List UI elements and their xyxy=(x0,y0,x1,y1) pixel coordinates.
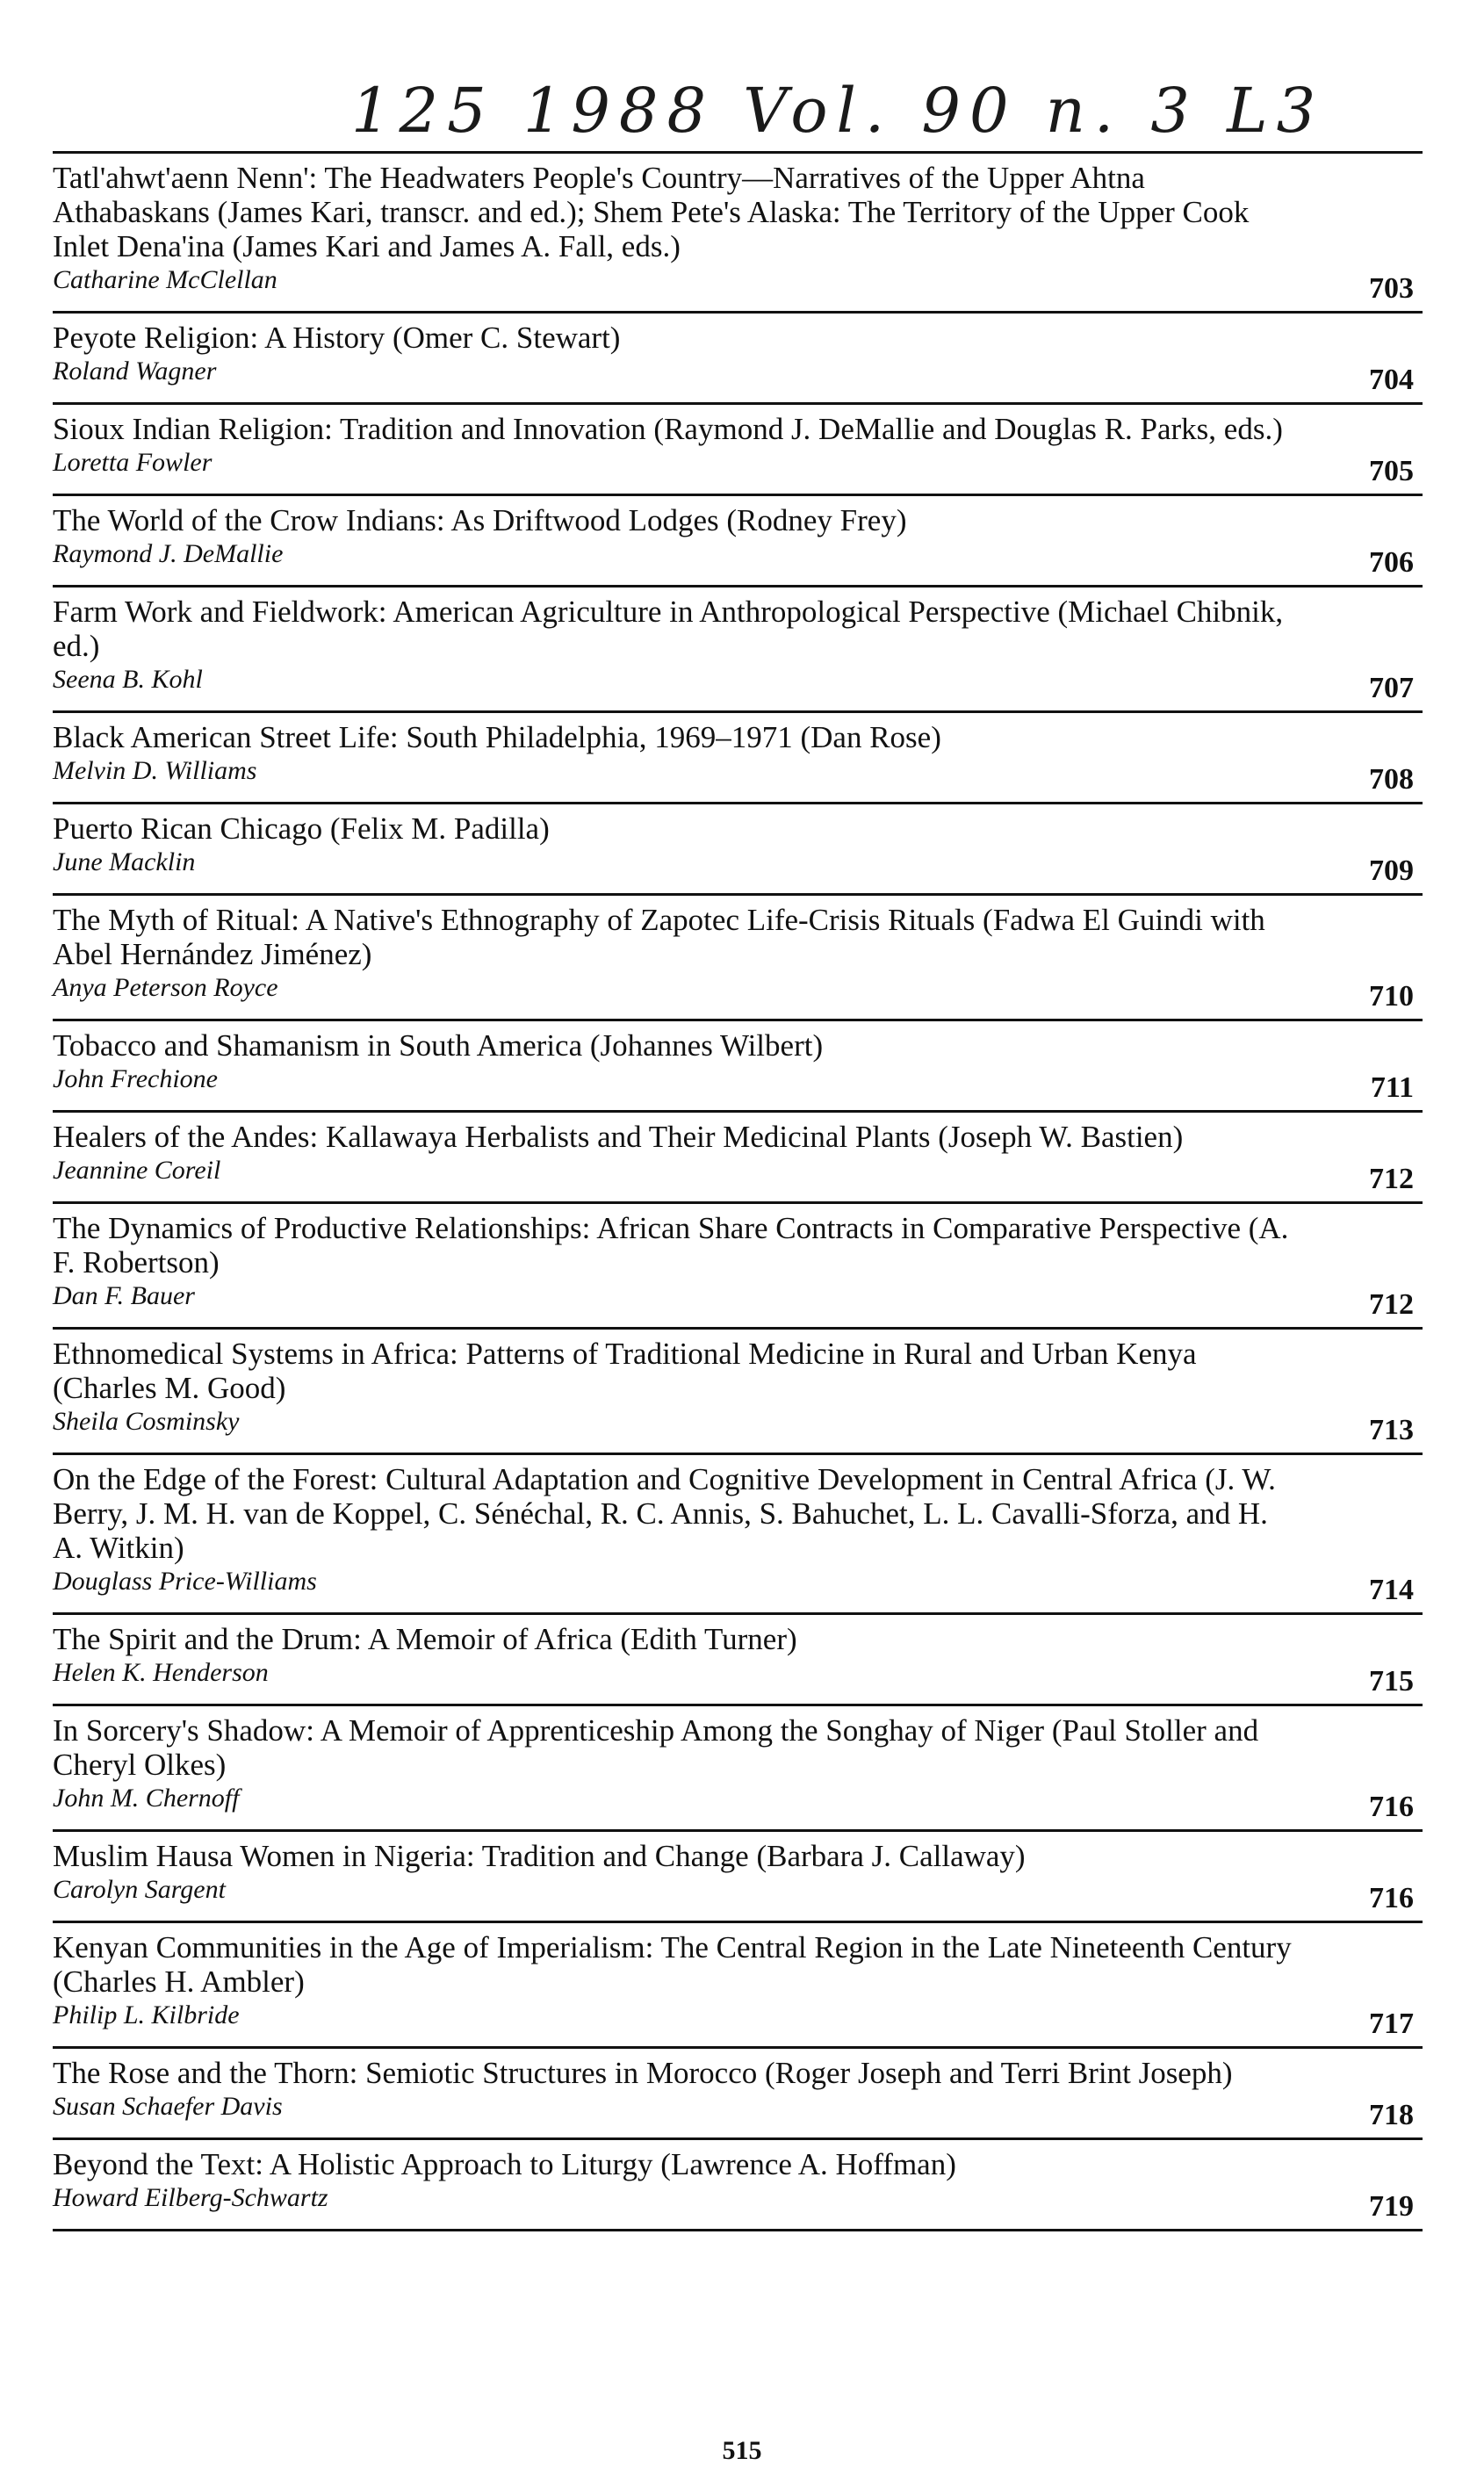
review-entry xyxy=(53,1110,1423,1201)
page-number: 715 xyxy=(1369,1665,1414,1698)
book-title: In Sorcery's Shadow: A Memoir of Apprenticeship Among the Songhay of Niger (Paul Stoller and Cheryl Olkes) xyxy=(53,1713,1259,1782)
book-title: The Rose and the Thorn: Semiotic Structures in Morocco (Roger Joseph and Terri Brint Joseph) xyxy=(53,2056,1233,2090)
book-title: Puerto Rican Chicago (Felix M. Padilla) xyxy=(53,811,550,846)
handwritten-note: 125 1988 Vol. 90 n. 3 L3 xyxy=(351,75,1325,147)
page-number: 710 xyxy=(1369,980,1414,1013)
page-number: 716 xyxy=(1369,1791,1414,1823)
book-title: Healers of the Andes: Kallawaya Herbalists and Their Medicinal Plants (Joseph W. Bastien) xyxy=(53,1120,1184,1154)
reviewer-name: Anya Peterson Royce xyxy=(53,973,278,1002)
review-entry xyxy=(53,311,1423,402)
book-title: The Dynamics of Productive Relationships: African Share Contracts in Comparative Perspective (A. F. Robertson) xyxy=(53,1211,1289,1280)
review-entry xyxy=(53,802,1423,893)
review-entry xyxy=(53,1921,1423,2046)
review-entry xyxy=(53,2137,1423,2231)
page-number: 719 xyxy=(1369,2190,1414,2223)
review-entry xyxy=(53,1453,1423,1612)
review-entry xyxy=(53,1612,1423,1704)
reviewer-name: Jeannine Coreil xyxy=(53,1156,221,1185)
reviewer-name: John M. Chernoff xyxy=(53,1784,240,1813)
review-entry xyxy=(53,1201,1423,1327)
page-number: 717 xyxy=(1369,2008,1414,2040)
review-entry xyxy=(53,1829,1423,1921)
page-number: 711 xyxy=(1370,1071,1414,1104)
book-title: The World of the Crow Indians: As Driftwood Lodges (Rodney Frey) xyxy=(53,503,907,537)
reviewer-name: Carolyn Sargent xyxy=(53,1875,226,1904)
page-number: 705 xyxy=(1369,455,1414,487)
page-number: 707 xyxy=(1369,672,1414,704)
book-title: Black American Street Life: South Philadelphia, 1969–1971 (Dan Rose) xyxy=(53,720,941,754)
book-title: Beyond the Text: A Holistic Approach to Liturgy (Lawrence A. Hoffman) xyxy=(53,2147,956,2181)
reviewer-name: Dan F. Bauer xyxy=(53,1281,195,1310)
page-number: 713 xyxy=(1369,1414,1414,1446)
page-number: 703 xyxy=(1369,272,1414,305)
book-title: Muslim Hausa Women in Nigeria: Tradition and Change (Barbara J. Callaway) xyxy=(53,1839,1026,1873)
review-entry xyxy=(53,893,1423,1019)
page-number: 718 xyxy=(1369,2099,1414,2131)
page-number: 706 xyxy=(1369,546,1414,579)
reviewer-name: Loretta Fowler xyxy=(53,448,213,477)
review-list xyxy=(53,151,1423,2231)
book-title: The Spirit and the Drum: A Memoir of Africa (Edith Turner) xyxy=(53,1622,797,1656)
book-title: Peyote Religion: A History (Omer C. Stewart) xyxy=(53,321,621,355)
reviewer-name: Roland Wagner xyxy=(53,357,217,386)
page-number: 712 xyxy=(1369,1163,1414,1195)
book-title: Tatl'ahwt'aenn Nenn': The Headwaters People's Country—Narratives of the Upper Ahtna Athabaskans (James Kari, transcr. and ed.); Shem Pete's Alaska: The Territory of the Upper Cook Inlet Dena'ina (James Kari and James A. Fall, eds.) xyxy=(53,161,1250,263)
reviewer-name: Sheila Cosminsky xyxy=(53,1407,240,1436)
page-number: 716 xyxy=(1369,1882,1414,1914)
review-entry xyxy=(53,1704,1423,1829)
book-title: The Myth of Ritual: A Native's Ethnography of Zapotec Life-Crisis Rituals (Fadwa El Guindi with Abel Hernández Jiménez) xyxy=(53,903,1265,971)
reviewer-name: Melvin D. Williams xyxy=(53,756,257,785)
review-entry xyxy=(53,1327,1423,1453)
page-number: 708 xyxy=(1369,763,1414,796)
folio-page-number: 515 xyxy=(722,2436,762,2465)
book-title: Tobacco and Shamanism in South America (Johannes Wilbert) xyxy=(53,1028,824,1063)
review-entry xyxy=(53,402,1423,494)
reviewer-name: Howard Eilberg-Schwartz xyxy=(53,2183,328,2212)
reviewer-name: Susan Schaefer Davis xyxy=(53,2092,283,2121)
book-title: Sioux Indian Religion: Tradition and Innovation (Raymond J. DeMallie and Douglas R. Parks, eds.) xyxy=(53,412,1283,446)
page-number: 712 xyxy=(1369,1288,1414,1321)
review-entry xyxy=(53,710,1423,802)
page-number: 709 xyxy=(1369,854,1414,887)
review-entry xyxy=(53,494,1423,585)
page-number: 704 xyxy=(1369,364,1414,396)
reviewer-name: Douglass Price-Williams xyxy=(53,1567,317,1596)
reviewer-name: Helen K. Henderson xyxy=(53,1658,269,1687)
reviewer-name: John Frechione xyxy=(53,1064,218,1093)
reviewer-name: Raymond J. DeMallie xyxy=(53,539,284,568)
book-title: Kenyan Communities in the Age of Imperialism: The Central Region in the Late Nineteenth Century (Charles H. Ambler) xyxy=(53,1930,1292,1999)
page-number: 714 xyxy=(1369,1574,1414,1606)
review-entry xyxy=(53,151,1423,311)
review-entry xyxy=(53,585,1423,710)
book-title: Farm Work and Fieldwork: American Agriculture in Anthropological Perspective (Michael Chibnik, ed.) xyxy=(53,595,1284,663)
review-entry xyxy=(53,2046,1423,2137)
book-title: On the Edge of the Forest: Cultural Adaptation and Cognitive Development in Central Africa (J. W. Berry, J. M. H. van de Koppel, C. Sénéchal, R. C. Annis, S. Bahuchet, L. L. Cavalli-Sforza, and H. A. Witkin) xyxy=(53,1462,1276,1565)
review-entry xyxy=(53,1019,1423,1110)
reviewer-name: Catharine McClellan xyxy=(53,265,277,294)
reviewer-name: June Macklin xyxy=(53,847,196,876)
reviewer-name: Philip L. Kilbride xyxy=(53,2000,240,2029)
reviewer-name: Seena B. Kohl xyxy=(53,665,203,694)
book-title: Ethnomedical Systems in Africa: Patterns of Traditional Medicine in Rural and Urban Kenya (Charles M. Good) xyxy=(53,1337,1197,1405)
